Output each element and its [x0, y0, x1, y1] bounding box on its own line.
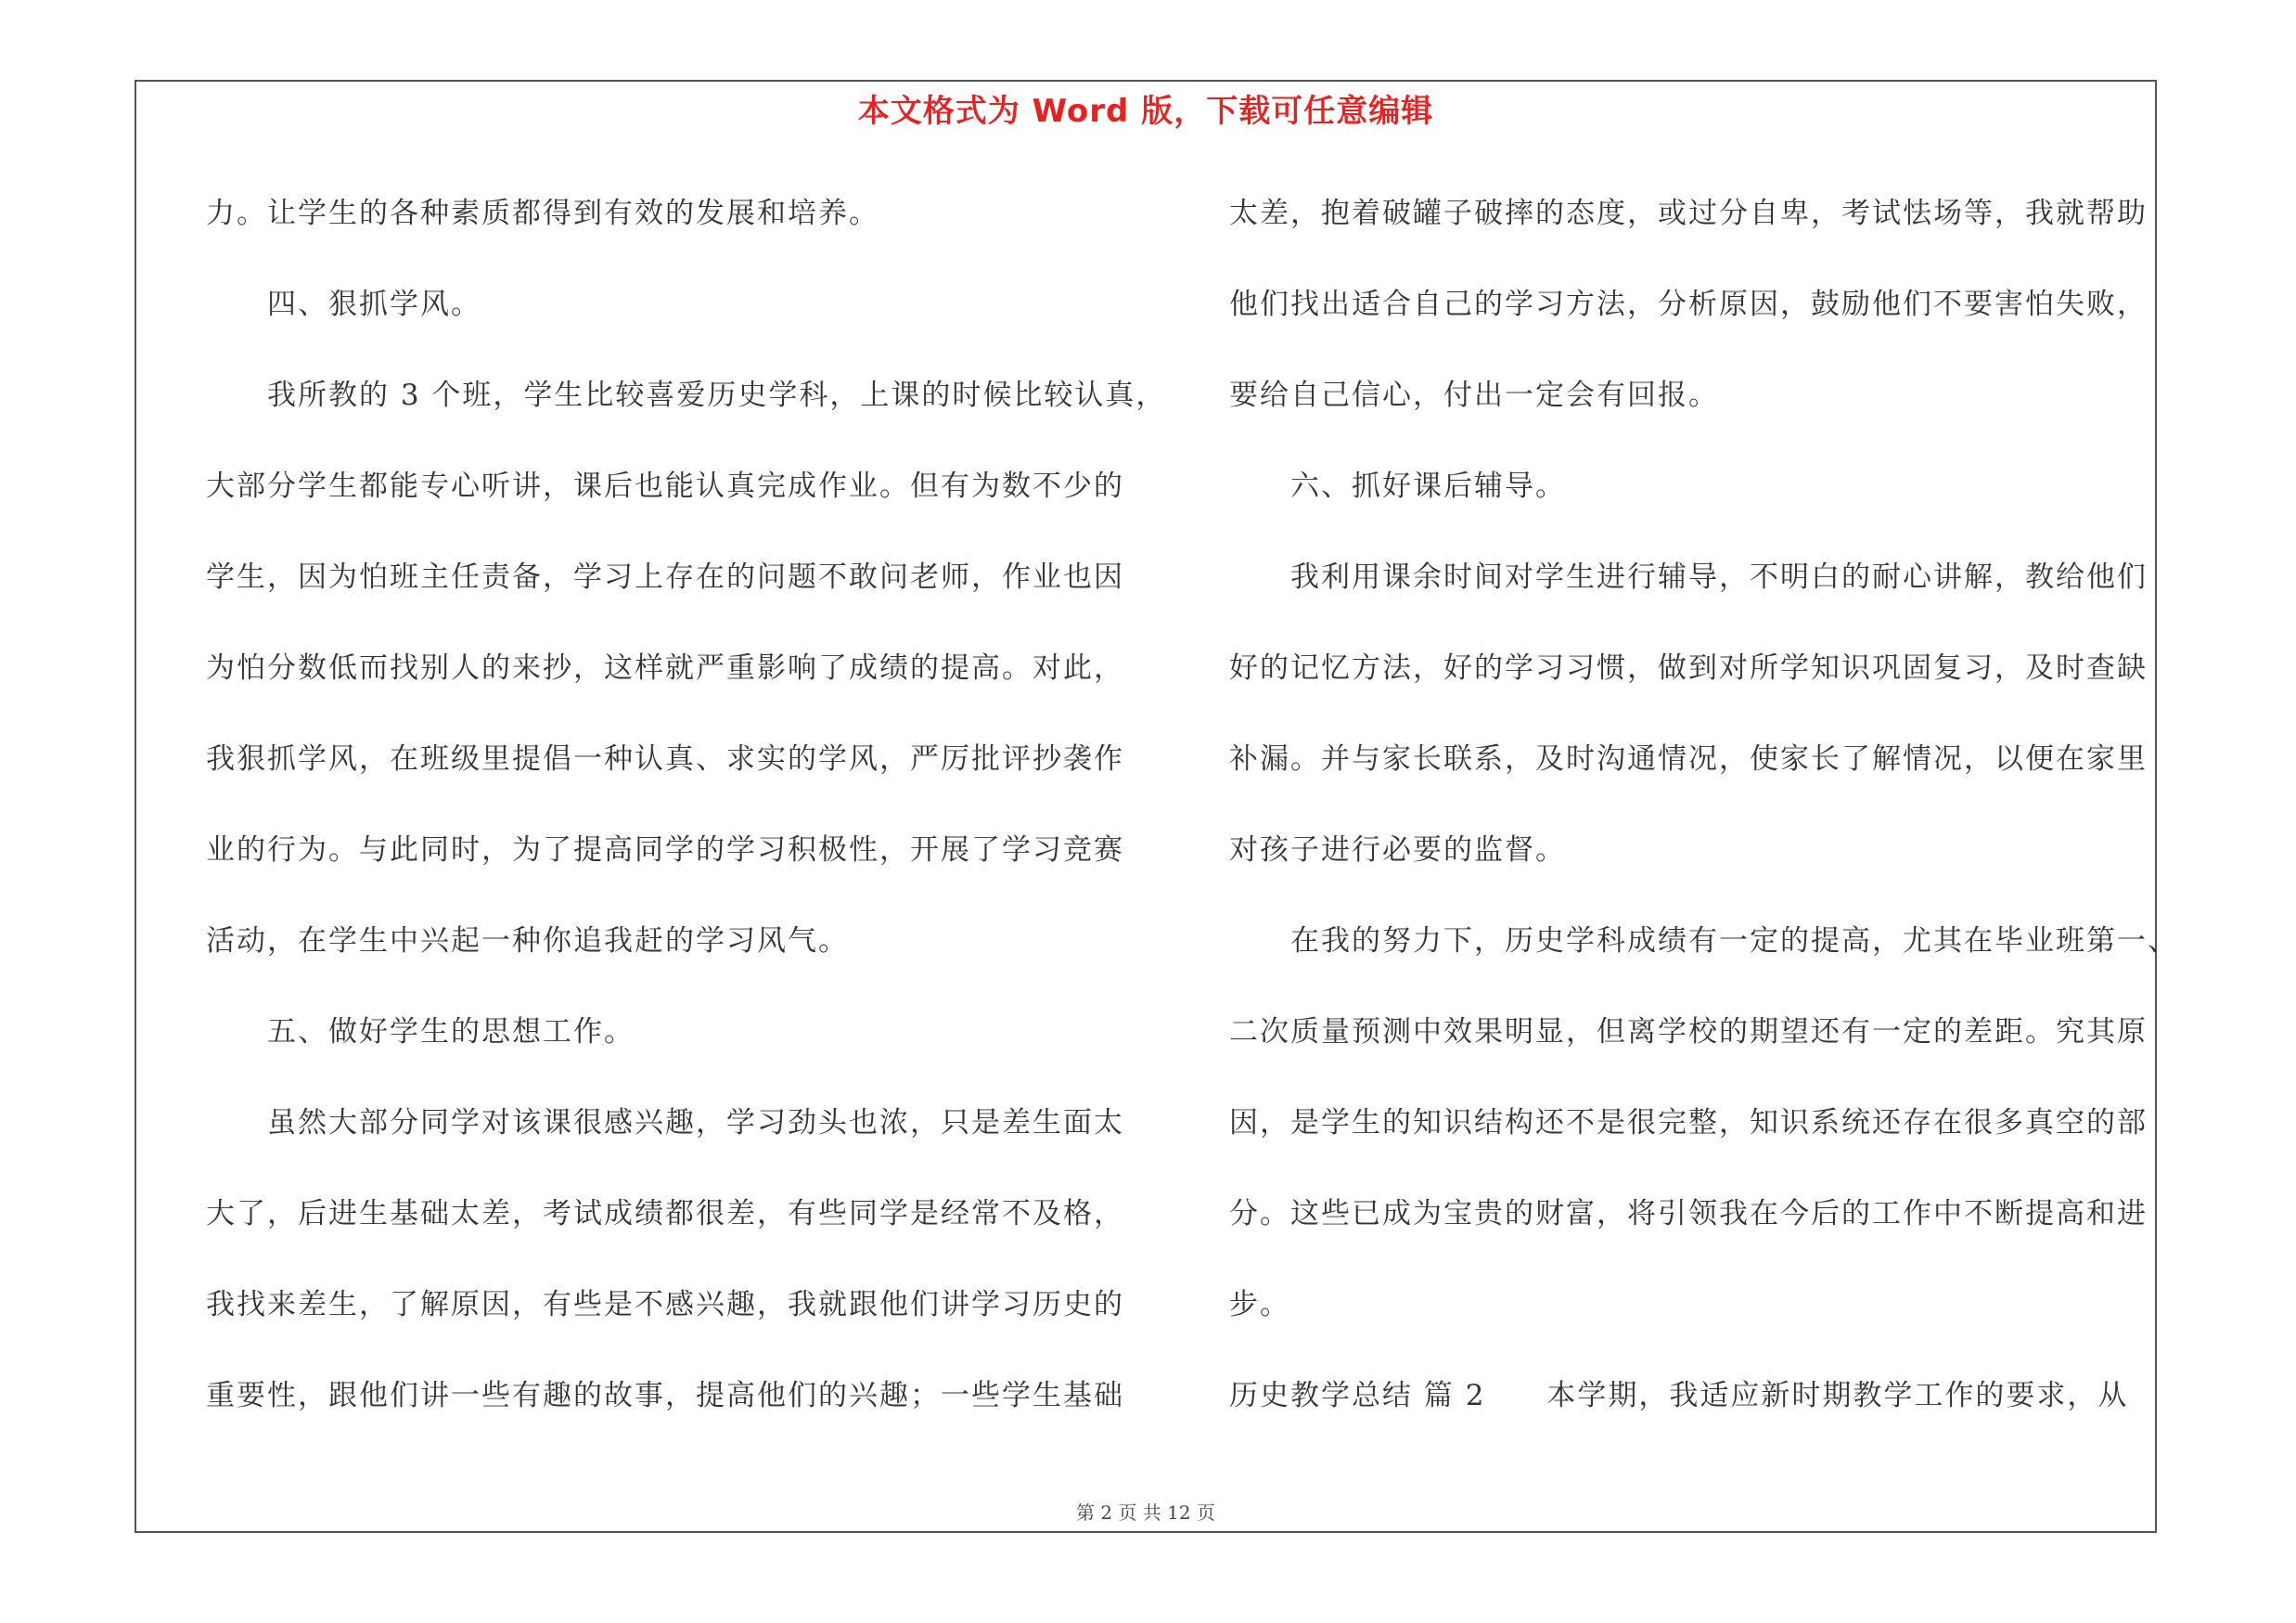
text-line: 在我的努力下，历史学科成绩有一定的提高，尤其在毕业班第一、 [1229, 924, 2178, 958]
text-line: 大了，后进生基础太差，考试成绩都很差，有些同学是经常不及格， [206, 1197, 1124, 1230]
format-banner: 本文格式为 Word 版，下载可任意编辑 [857, 93, 1434, 130]
text-line: 他们找出适合自己的学习方法，分析原因，鼓励他们不要害怕失败， [1229, 288, 2148, 321]
text-line: 重要性，跟他们讲一些有趣的故事，提高他们的兴趣；一些学生基础 [206, 1379, 1124, 1412]
text-line: 要给自己信心，付出一定会有回报。 [1229, 379, 1719, 412]
text-line: 学生，因为怕班主任责备，学习上存在的问题不敢问老师，作业也因 [206, 560, 1124, 594]
text-line: 我所教的 3 个班，学生比较喜爱历史学科，上课的时候比较认真， [206, 379, 1167, 412]
text-line: 为怕分数低而找别人的来抄，这样就严重影响了成绩的提高。对此， [206, 651, 1124, 685]
text-line: 好的记忆方法，好的学习习惯，做到对所学知识巩固复习，及时查缺 [1229, 651, 2148, 685]
text-line: 业的行为。与此同时，为了提高同学的学习积极性，开展了学习竞赛 [206, 833, 1124, 867]
text-line: 补漏。并与家长联系，及时沟通情况，使家长了解情况，以便在家里 [1229, 742, 2148, 776]
text-line: 六、抓好课后辅导。 [1229, 470, 1566, 503]
text-line: 力。让学生的各种素质都得到有效的发展和培养。 [206, 197, 879, 230]
text-line: 分。这些已成为宝贵的财富，将引领我在今后的工作中不断提高和进 [1229, 1197, 2148, 1230]
text-line: 我狠抓学风，在班级里提倡一种认真、求实的学风，严厉批评抄袭作 [206, 742, 1124, 776]
text-line: 活动，在学生中兴起一种你追我赶的学习风气。 [206, 924, 849, 958]
text-line: 太差，抱着破罐子破摔的态度，或过分自卑，考试怯场等，我就帮助 [1229, 197, 2148, 230]
text-line: 虽然大部分同学对该课很感兴趣，学习劲头也浓，只是差生面太 [206, 1106, 1124, 1140]
text-line: 历史教学总结 篇 2 本学期，我适应新时期教学工作的要求，从 [1229, 1379, 2129, 1412]
text-line: 对孩子进行必要的监督。 [1229, 833, 1566, 867]
text-line: 大部分学生都能专心听讲，课后也能认真完成作业。但有为数不少的 [206, 470, 1124, 503]
text-line: 因，是学生的知识结构还不是很完整，知识系统还存在很多真空的部 [1229, 1106, 2148, 1140]
text-line: 我找来差生，了解原因，有些是不感兴趣，我就跟他们讲学习历史的 [206, 1288, 1124, 1321]
text-line: 二次质量预测中效果明显，但离学校的期望还有一定的差距。究其原 [1229, 1015, 2148, 1049]
text-line: 我利用课余时间对学生进行辅导，不明白的耐心讲解，教给他们 [1229, 560, 2148, 594]
page-number: 第 2 页 共 12 页 [1076, 1501, 1215, 1524]
text-line: 步。 [1229, 1288, 1290, 1321]
text-line: 四、狠抓学风。 [206, 288, 481, 321]
text-line: 五、做好学生的思想工作。 [206, 1015, 635, 1049]
